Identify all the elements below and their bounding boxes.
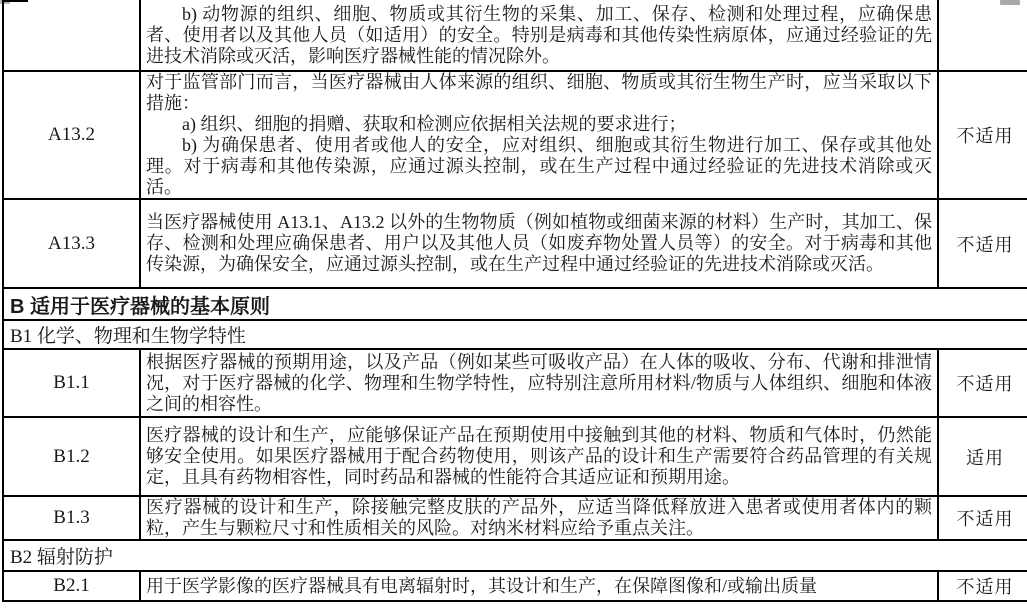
table-row-b1-2	[3, 417, 1027, 496]
table-row-b1-1	[3, 349, 1027, 417]
applicability-cell: 不适用	[938, 349, 1027, 417]
clause-text-cell	[140, 349, 938, 417]
clause-paragraph: 用于医学影像的医疗器械具有电离辐射时，其设计和生产，在保障图像和/或输出质量	[146, 575, 817, 596]
clause-code-cell: B1.2	[3, 417, 140, 496]
clause-text-cell	[140, 71, 938, 199]
table-row-b1-3	[3, 496, 1027, 540]
clause-code-cell: A13.3	[3, 199, 140, 288]
section-row-b2	[3, 540, 1027, 571]
clause-paragraph: b) 动物源的组织、细胞、物质或其衍生物的采集、加工、保存、检测和处理过程，应确保患者、使用者以及其他人员（如适用）的安全。特别是病毒和其他传染性病原体，应通过经验证的先进技术消除或灭活，影响医疗器械性能的情况除外。	[146, 3, 932, 66]
clause-paragraph: 当医疗器械使用 A13.1、A13.2 以外的生物物质（例如植物或细菌来源的材料）生产时，其加工、保存、检测和处理应确保患者、用户以及其他人员（如废弃物处置人员等）的安全。对于病毒和其他传染源，为确保安全，应通过源头控制，或在生产过程中通过经验证的先进技术消除或灭活。	[146, 212, 932, 274]
requirements-table	[2, 0, 1027, 602]
applicability-cell: 适用	[938, 417, 1027, 496]
clause-text-cell	[140, 199, 938, 288]
applicability-cell: 不适用	[938, 496, 1027, 540]
table-row-b2-1	[3, 571, 1027, 601]
clause-paragraph: 医疗器械的设计和生产，应能够保证产品在预期使用中接触到其他的材料、物质和气体时，仍然能够安全使用。如果医疗器械用于配合药物使用，则该产品的设计和生产需要符合药品管理的有关规定，且具有药物相容性，同时药品和器械的性能符合其适应证和预期用途。	[146, 425, 932, 487]
table-row-continuation	[3, 0, 1027, 71]
clause-text-cell	[140, 417, 938, 496]
applicability-cell: 不适用	[938, 71, 1027, 199]
section-title: B1 化学、物理和生物学特性	[3, 320, 1027, 349]
clause-text-cell	[140, 496, 938, 540]
clause-text-cell	[140, 571, 938, 601]
clause-text-cell	[140, 0, 938, 71]
clause-paragraph: a) 组织、细胞的捐赠、获取和检测应依据相关法规的要求进行；	[182, 114, 687, 134]
clause-code-cell: A13.2	[3, 71, 140, 199]
clause-paragraph: 根据医疗器械的预期用途，以及产品（例如某些可吸收产品）在人体的吸收、分布、代谢和排泄情况，对于医疗器械的化学、物理和生物学特性，应特别注意所用材料/物质与人体组织、细胞和体液之间的相容性。	[146, 351, 932, 414]
clause-paragraph: b) 为确保患者、使用者或他人的安全，应对组织、细胞或其衍生物进行加工、保存或其他处理。对于病毒和其他传染源，应通过源头控制，或在生产过程中通过经验证的先进技术消除或灭活。	[146, 135, 932, 197]
applicability-cell	[938, 0, 1027, 71]
section-row-b	[3, 288, 1027, 320]
applicability-cell: 不适用	[938, 571, 1027, 601]
section-row-b1	[3, 320, 1027, 349]
clause-paragraph: 对于监管部门而言，当医疗器械由人体来源的组织、细胞、物质或其衍生物生产时，应当采取以下措施：	[146, 72, 932, 113]
clause-paragraph: 医疗器械的设计和生产，除接触完整皮肤的产品外，应适当降低释放进入患者或使用者体内的颗粒，产生与颗粒尺寸和性质相关的风险。对纳米材料应给予重点关注。	[146, 497, 932, 538]
clause-code-cell: B1.1	[3, 349, 140, 417]
clause-code-cell: B1.3	[3, 496, 140, 540]
section-title: B2 辐射防护	[3, 540, 1027, 571]
table-row-a13-3	[3, 199, 1027, 288]
applicability-cell: 不适用	[938, 199, 1027, 288]
section-title: B 适用于医疗器械的基本原则	[3, 288, 1027, 320]
clause-code-cell	[3, 0, 140, 71]
clause-code-cell: B2.1	[3, 571, 140, 601]
table-row-a13-2	[3, 71, 1027, 199]
